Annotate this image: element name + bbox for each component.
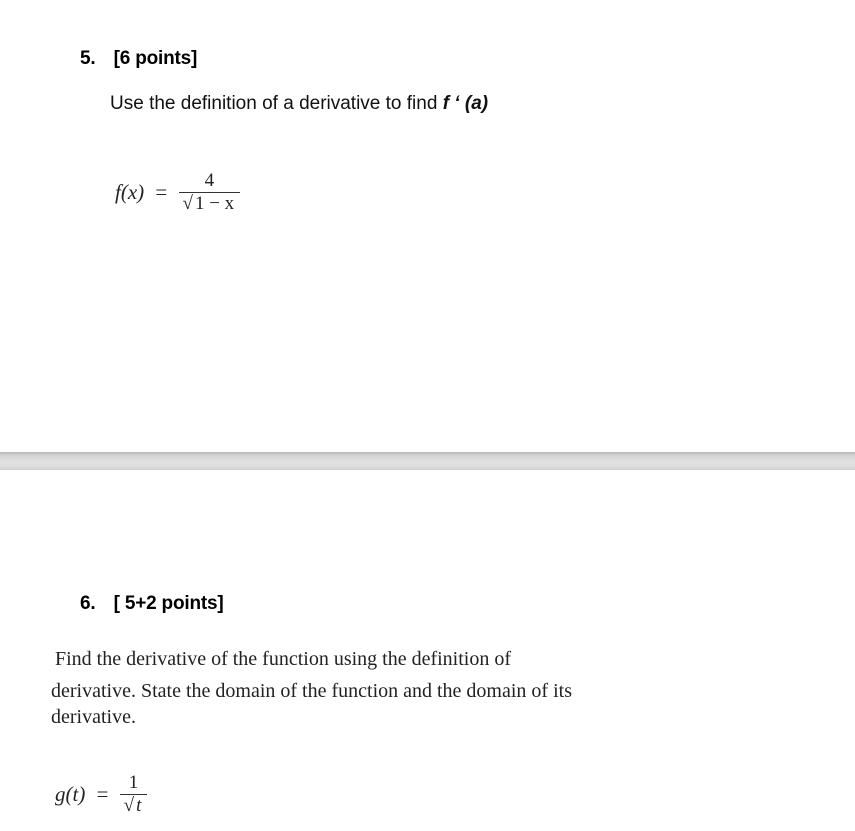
- instruction-text: Use the definition of a derivative to find: [110, 93, 438, 114]
- question-6-formula: [55, 772, 147, 817]
- question-5-number: 5.: [80, 48, 96, 69]
- radical-sign: √: [123, 795, 135, 816]
- question-6-heading: [80, 593, 223, 615]
- formula-fraction: [120, 772, 148, 817]
- page-divider: [0, 452, 855, 470]
- formula-equals: =: [155, 180, 168, 204]
- question-5-heading: [80, 48, 197, 70]
- radical-sign: √: [182, 193, 193, 214]
- radicand: t: [136, 795, 142, 816]
- formula-fraction: [179, 170, 241, 215]
- formula-lhs: f(x): [115, 180, 145, 204]
- question-5-instruction: [110, 93, 488, 115]
- fraction-denominator: [179, 192, 241, 215]
- question-6-line-1: Find the derivative of the function using the definition of: [55, 648, 512, 670]
- fraction-numerator: 4: [204, 170, 215, 191]
- square-root: [124, 795, 144, 817]
- question-6-line-3: derivative.: [51, 706, 136, 728]
- question-6-points: [ 5+2 points]: [113, 593, 224, 614]
- square-root: [183, 193, 237, 215]
- fraction-denominator: [120, 794, 148, 817]
- question-5-points: [6 points]: [113, 48, 198, 69]
- derivative-target: f ‘ (a): [442, 93, 489, 114]
- fraction-numerator: 1: [128, 772, 139, 793]
- radicand: 1 − x: [194, 193, 235, 214]
- question-5-formula: [115, 170, 240, 215]
- question-6-number: 6.: [80, 593, 96, 614]
- formula-equals: =: [96, 782, 109, 806]
- question-6-line-2: derivative. State the domain of the function and the domain of its: [51, 680, 572, 702]
- formula-lhs: g(t): [55, 782, 86, 806]
